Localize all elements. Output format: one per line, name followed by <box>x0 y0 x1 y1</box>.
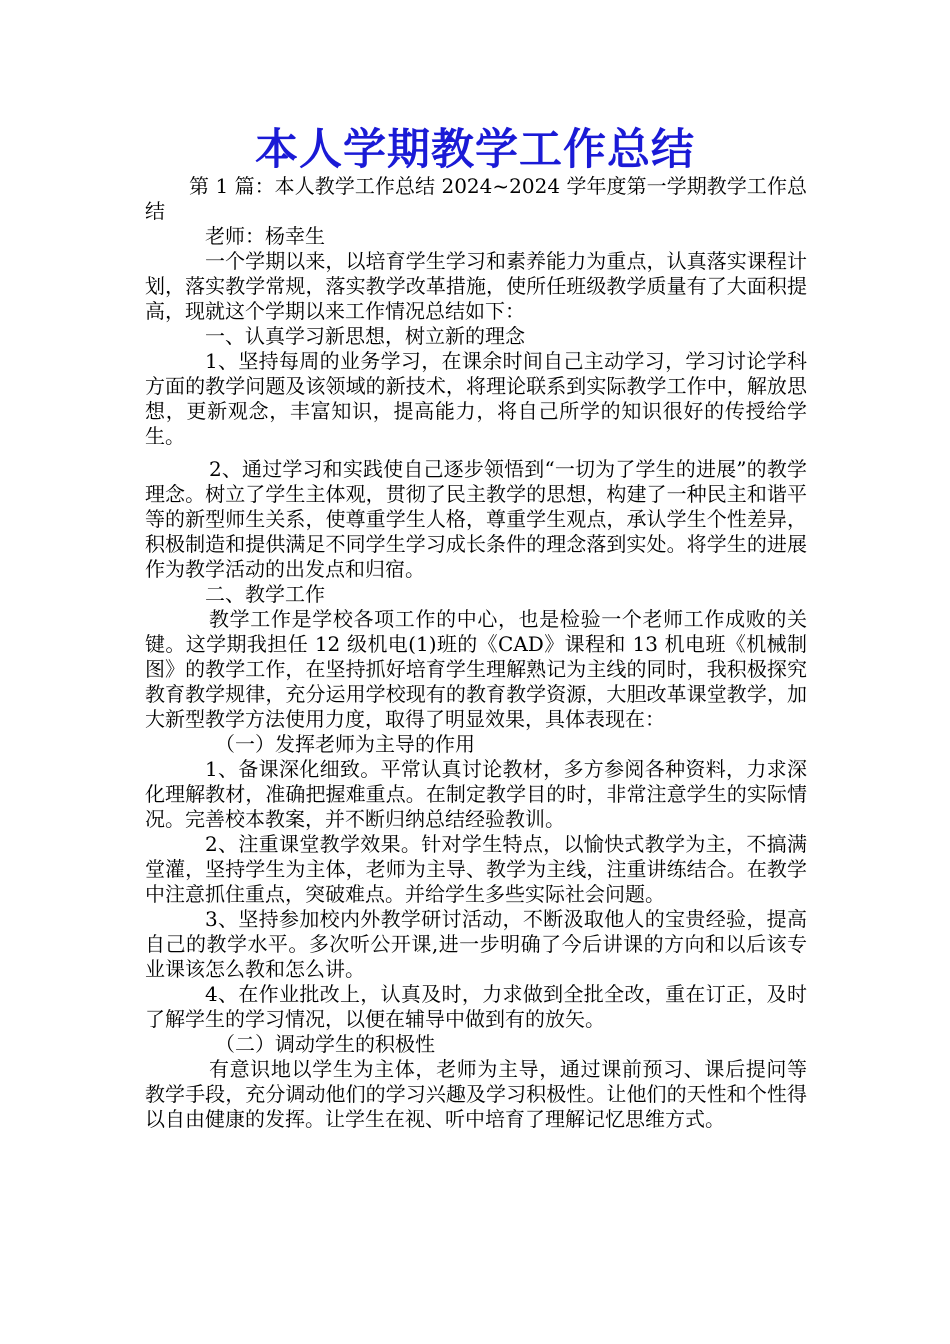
paragraph-intro: 第 1 篇：本人教学工作总结 2024~2024 学年度第一学期教学工作总结 <box>145 174 807 223</box>
paragraph-item-2-4: 4、在作业批改上，认真及时，力求做到全批全改，重在订正，及时了解学生的学习情况，以便在辅导中做到有的放矢。 <box>145 982 807 1031</box>
paragraph-item-1-1: 1、坚持每周的业务学习，在课余时间自己主动学习，学习讨论学科方面的教学问题及该领域的新技术，将理论联系到实际教学工作中，解放思想，更新观念，丰富知识，提高能力，将自己所学的知识很好的传授给学生。 <box>145 349 807 448</box>
paragraph-item-2-2: 2、注重课堂教学效果。针对学生特点，以愉快式教学为主，不搞满堂灌，坚持学生为主体，老师为主导、教学为主线，注重讲练结合。在教学中注意抓住重点，突破难点。并给学生多些实际社会问题。 <box>145 832 807 906</box>
document-body <box>145 174 807 1132</box>
paragraph-item-1-2: 2、通过学习和实践使自己逐步领悟到“一切为了学生的进展”的教学理念。树立了学生主体观，贯彻了民主教学的思想，构建了一种民主和谐平等的新型师生关系，使尊重学生人格，尊重学生观点，承认学生个性差异，积极制造和提供满足不同学生学习成长条件的理念落到实处。将学生的进展作为教学活动的出发点和归宿。 <box>145 457 807 581</box>
paragraph-item-2-3: 3、坚持参加校内外教学研讨活动，不断汲取他人的宝贵经验，提高自己的教学水平。多次听公开课,进一步明确了今后讲课的方向和以后该专业课该怎么教和怎么讲。 <box>145 907 807 981</box>
subsection-heading-1: （一）发挥老师为主导的作用 <box>215 732 475 756</box>
paragraph-overview: 一个学期以来，以培育学生学习和素养能力为重点，认真落实课程计划，落实教学常规，落实教学改革措施，使所任班级教学质量有了大面积提高，现就这个学期以来工作情况总结如下： <box>145 249 807 323</box>
document-title: 本人学期教学工作总结 <box>255 125 695 175</box>
paragraph-motivation: 有意识地以学生为主体，老师为主导，通过课前预习、课后提问等教学手段，充分调动他们的学习兴趣及学习积极性。让他们的天性和个性得以自由健康的发挥。让学生在视、听中培育了理解记忆思维方式。 <box>145 1057 807 1131</box>
paragraph-teaching-work: 教学工作是学校各项工作的中心，也是检验一个老师工作成败的关键。这学期我担任 12 级机电(1)班的《CAD》课程和 13 机电班《机械制图》的教学工作，在坚持抓好培育学生理解熟记为主线的同时，我积极探究教育教学规律，充分运用学校现有的教育教学资源，大胆改革课堂教学，加大新型教学方法使用力度，取得了明显效果，具体表现在： <box>145 607 807 731</box>
subsection-heading-2: （二）调动学生的积极性 <box>215 1032 435 1056</box>
section-heading-2: 二、教学工作 <box>205 582 325 606</box>
section-heading-1: 一、认真学习新思想，树立新的理念 <box>205 324 525 348</box>
paragraph-item-2-1: 1、备课深化细致。平常认真讨论教材，多方参阅各种资料，力求深化理解教材，准确把握难重点。在制定教学目的时，非常注意学生的实际情况。完善校本教案，并不断归纳总结经验教训。 <box>145 757 807 831</box>
paragraph-teacher: 老师：杨幸生 <box>205 224 325 248</box>
